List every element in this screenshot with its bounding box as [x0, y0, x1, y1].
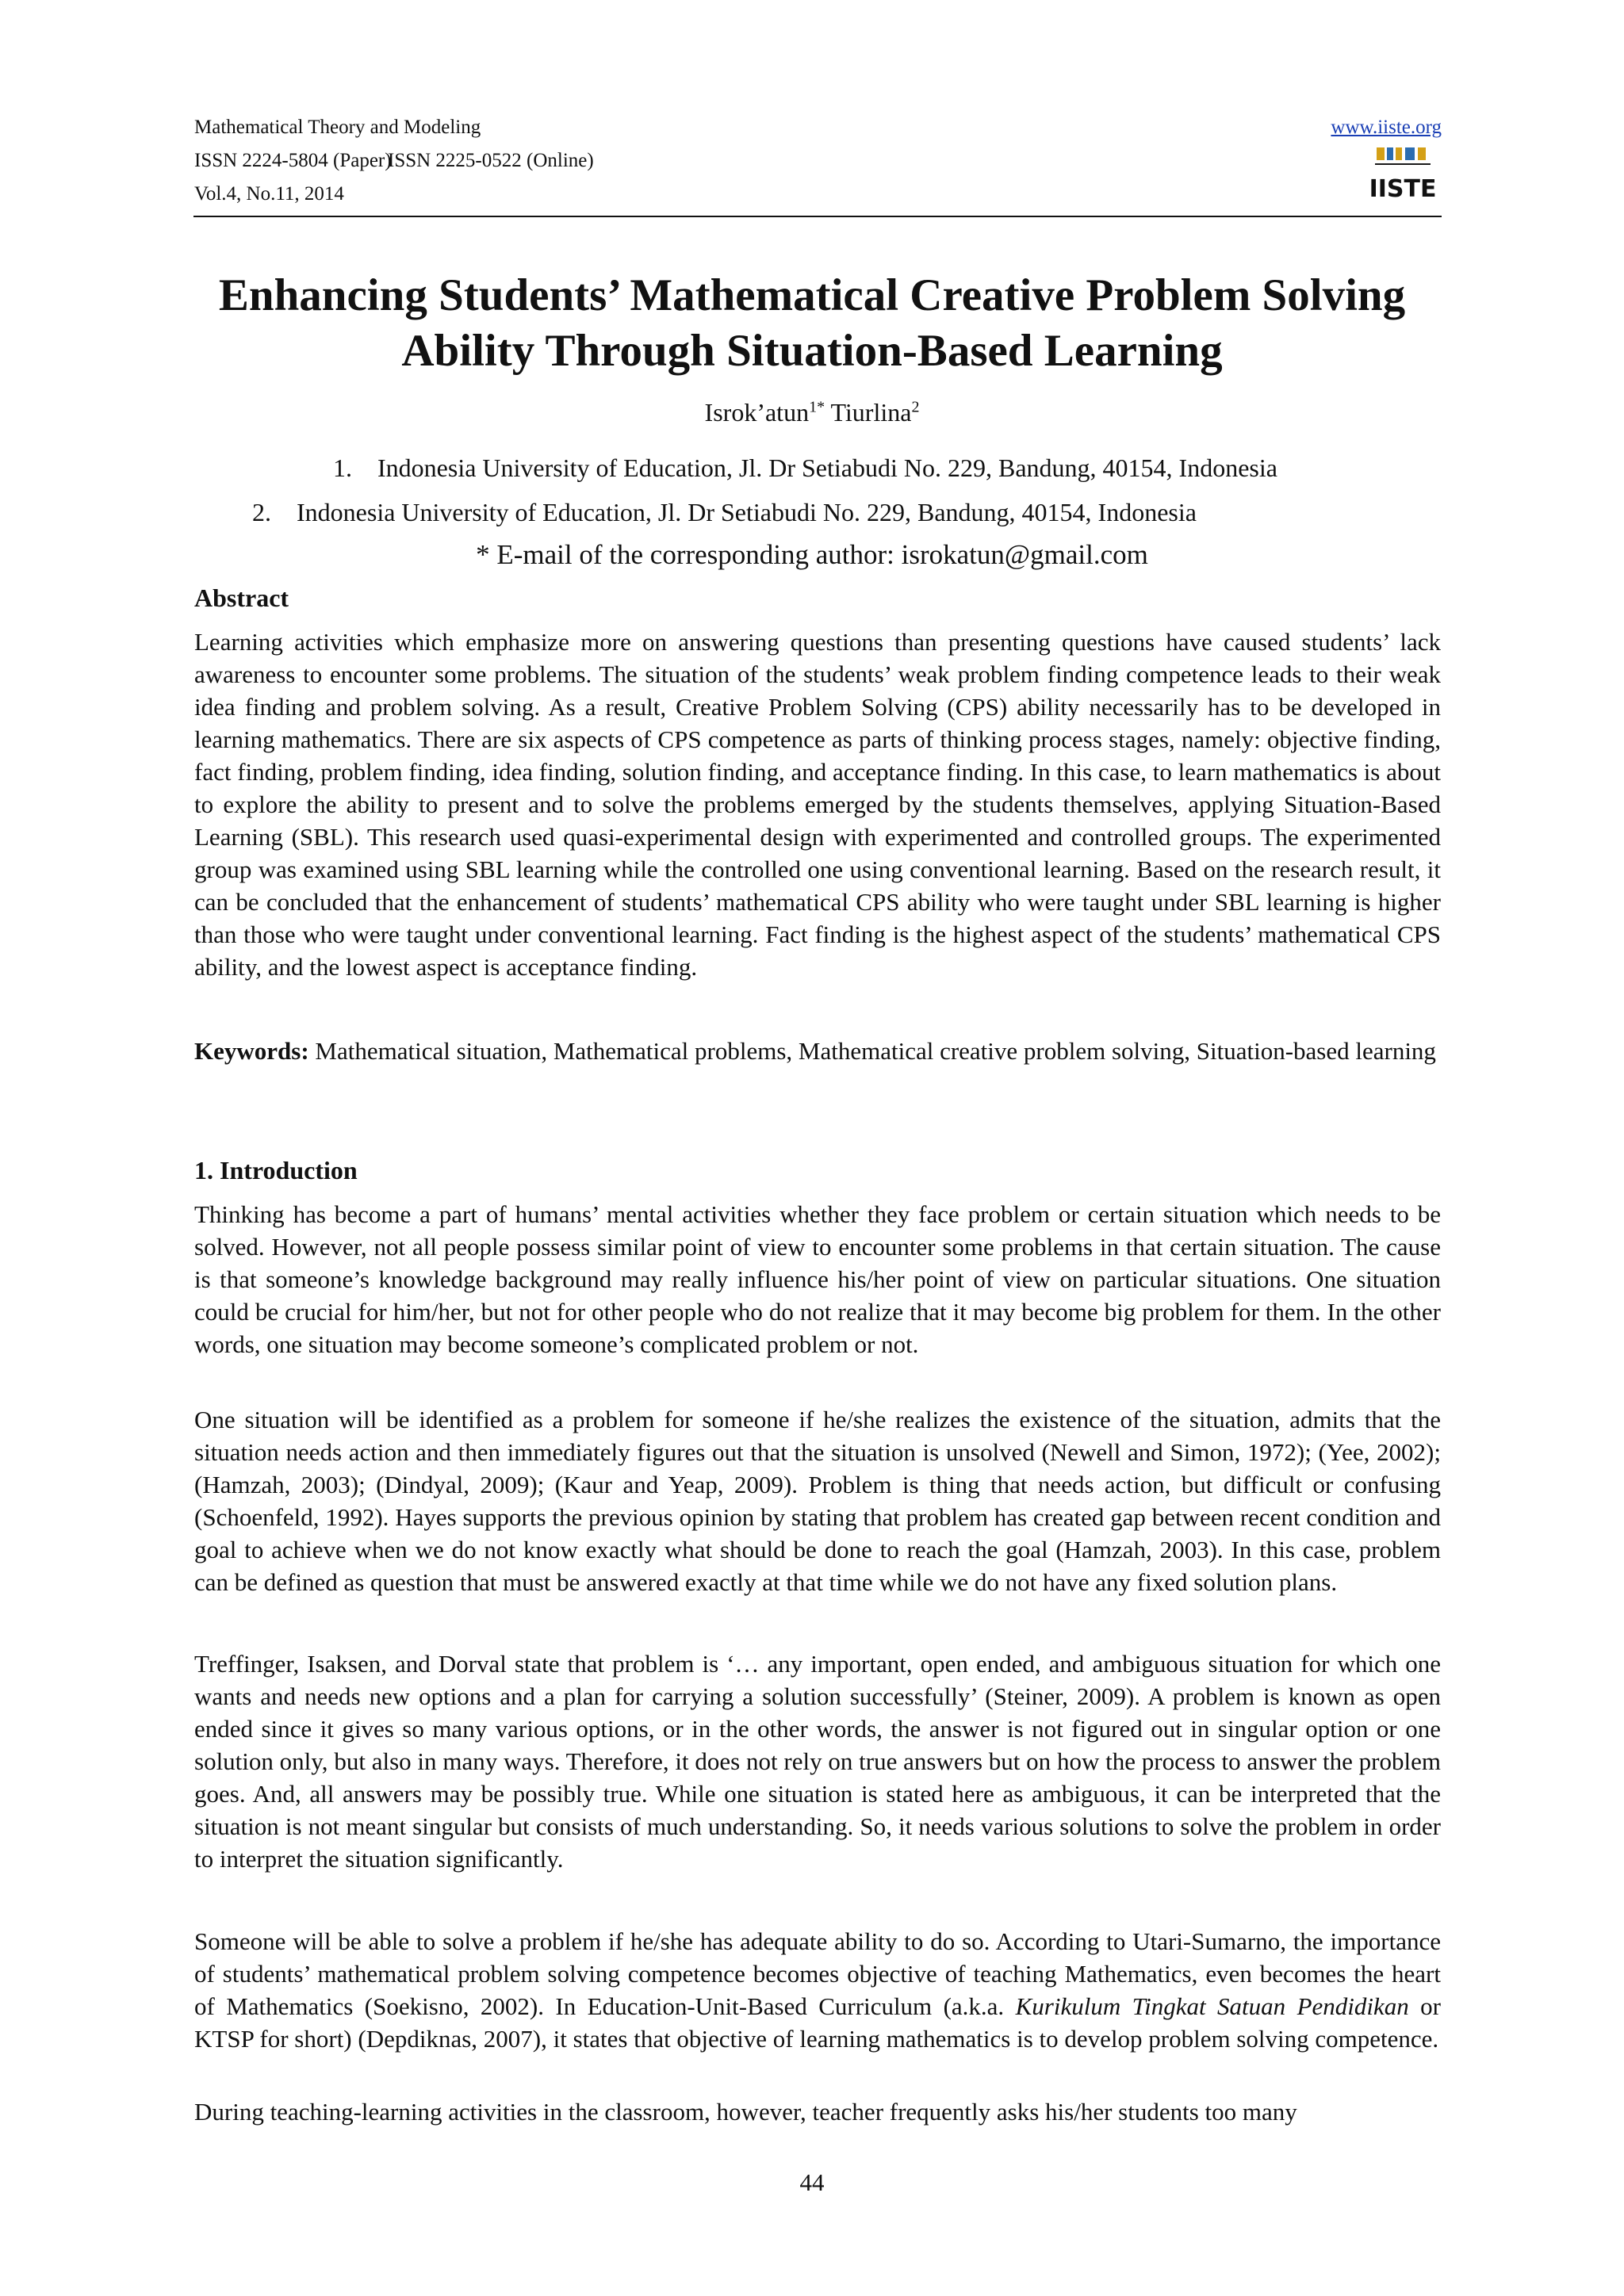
affiliation-2	[252, 497, 1197, 527]
journal-name: Mathematical Theory and Modeling	[194, 117, 481, 138]
intro-paragraph-4-part-2: or KTSP for short) (Depdiknas, 2007), it states that objective of learning mathematics is to develop problem solving competence.	[194, 1992, 1441, 2053]
keywords	[194, 1035, 1441, 1067]
author-1-marker: 1*	[809, 398, 825, 416]
logo-bar-2	[1387, 147, 1393, 160]
logo-bar-1	[1377, 147, 1385, 160]
paper-title: Enhancing Students’ Mathematical Creative Problem Solving Ability Through Situation-Based Learning	[218, 270, 1406, 376]
keywords-text: Mathematical situation, Mathematical problems, Mathematical creative problem solving, Situation-based learning	[315, 1037, 1436, 1065]
intro-paragraph-5: During teaching-learning activities in the classroom, however, teacher frequently asks his/her students too many	[194, 2098, 1297, 2126]
logo-bar-3	[1396, 147, 1402, 160]
header-rule	[193, 216, 1442, 217]
intro-paragraph-2: One situation will be identified as a problem for someone if he/she realizes the existence of the situation, admits that the situation needs action and then immediately figures out that the situation is unsolved (Newell and Simon, 1972); (Yee, 2002); (Hamzah, 2003); (Dindyal, 2009); (Kaur and Yeap, 2009). Problem is thing that needs action, but difficult or confusing (Schoenfeld, 1992). Hayes supports the previous opinion by stating that problem has created gap between recent condition and goal to achieve when we do not know exactly what should be done to reach the goal (Hamzah, 2003). In this case, problem can be defined as question that must be answered exactly at that time while we do not have any fixed solution plans.	[194, 1406, 1441, 1596]
author-line	[0, 398, 1624, 427]
abstract-text: Learning activities which emphasize more on answering questions than presenting questions have caused students’ lack awareness to encounter some problems. The situation of the students’ weak problem finding competence leads to their weak idea finding and problem solving. As a result, Creative Problem Solving (CPS) ability necessarily has to be developed in learning mathematics. There are six aspects of CPS competence as parts of thinking process stages, namely: objective finding, fact finding, problem finding, idea finding, solution finding, and acceptance finding. In this case, to learn mathematics is about to explore the ability to present and to solve the problems emerged by the students themselves, applying Situation-Based Learning (SBL). This research used quasi-experimental design with experimented and controlled groups. The experimented group was examined using SBL learning while the controlled one using conventional learning. Based on the research result, it can be concluded that the enhancement of students’ mathematical CPS ability who were taught under SBL learning is higher than those who were taught under conventional learning. Fact finding is the highest aspect of the students’ mathematical CPS ability, and the lowest aspect is acceptance finding.	[194, 628, 1441, 981]
logo-divider	[1375, 163, 1431, 165]
intro-paragraph-4-part-1: Someone will be able to solve a problem if he/she has adequate ability to do so. According to Utari-Sumarno, the importance of students’ mathematical problem solving competence becomes objective of teaching Mathematics, even becomes the heart of Mathematics (Soekisno, 2002). In Education-Unit-Based Curriculum (a.k.a.	[194, 1927, 1441, 2020]
affiliation-2-text: Indonesia University of Education, Jl. Dr Setiabudi No. 229, Bandung, 40154, Indonesia	[297, 498, 1197, 526]
intro-paragraph-3: Treffinger, Isaksen, and Dorval state that problem is ‘… any important, open ended, and ambiguous situation for which one wants and needs new options and a plan for carrying a solution successfully’ (Steiner, 2009). A problem is known as open ended since it gives so many various options, or in the other words, the answer is not figured out in singular option or one solution only, but also in many ways. Therefore, it does not rely on true answers but on how the process to answer the problem goes. And, all answers may be possibly true. While one situation is stated here as ambiguous, it can be interpreted that the situation is not meant singular but consists of much understanding. So, it needs various solutions to solve the problem in order to interpret the situation significantly.	[194, 1650, 1441, 1873]
intro-paragraph-4-italic: Kurikulum Tingkat Satuan Pendidikan	[1015, 1992, 1409, 2020]
intro-paragraph-1: Thinking has become a part of humans’ mental activities whether they face problem or certain situation which needs to be solved. However, not all people possess similar point of view to encounter some problems in that certain situation. The cause is that someone’s knowledge background may really influence his/her point of view on particular situations. One situation could be crucial for him/her, but not for other people who do not realize that it may become big problem for them. In the other words, one situation may become someone’s complicated problem or not.	[194, 1200, 1441, 1358]
issn-paper: ISSN 2224-5804 (Paper)	[194, 150, 392, 171]
affiliation-1	[333, 453, 1277, 483]
abstract-heading: Abstract	[194, 584, 289, 612]
page-number: 44	[799, 2168, 825, 2196]
corresponding-email: * E-mail of the corresponding author: isrokatun@gmail.com	[476, 539, 1148, 570]
logo-bar-5	[1418, 147, 1426, 160]
affiliation-1-text: Indonesia University of Education, Jl. Dr Setiabudi No. 229, Bandung, 40154, Indonesia	[377, 453, 1277, 482]
website-link[interactable]: www.iiste.org	[1331, 117, 1442, 138]
section-heading-introduction: 1. Introduction	[194, 1156, 358, 1184]
affiliation-1-number: 1.	[333, 453, 352, 482]
logo-bar-4	[1405, 147, 1415, 160]
volume-issue: Vol.4, No.11, 2014	[194, 183, 344, 205]
intro-paragraph-4	[194, 1925, 1441, 2055]
author-2: Tiurlina	[830, 398, 912, 427]
author-2-marker: 2	[911, 398, 920, 416]
logo-text: IISTE	[1369, 175, 1437, 203]
author-1: Isrok’atun	[704, 398, 810, 427]
iiste-logo	[1369, 146, 1437, 209]
issn-online: ISSN 2225-0522 (Online)	[388, 150, 594, 171]
affiliation-2-number: 2.	[252, 498, 271, 526]
iiste-logo-graphic	[1369, 146, 1437, 209]
keywords-label: Keywords:	[194, 1037, 309, 1065]
